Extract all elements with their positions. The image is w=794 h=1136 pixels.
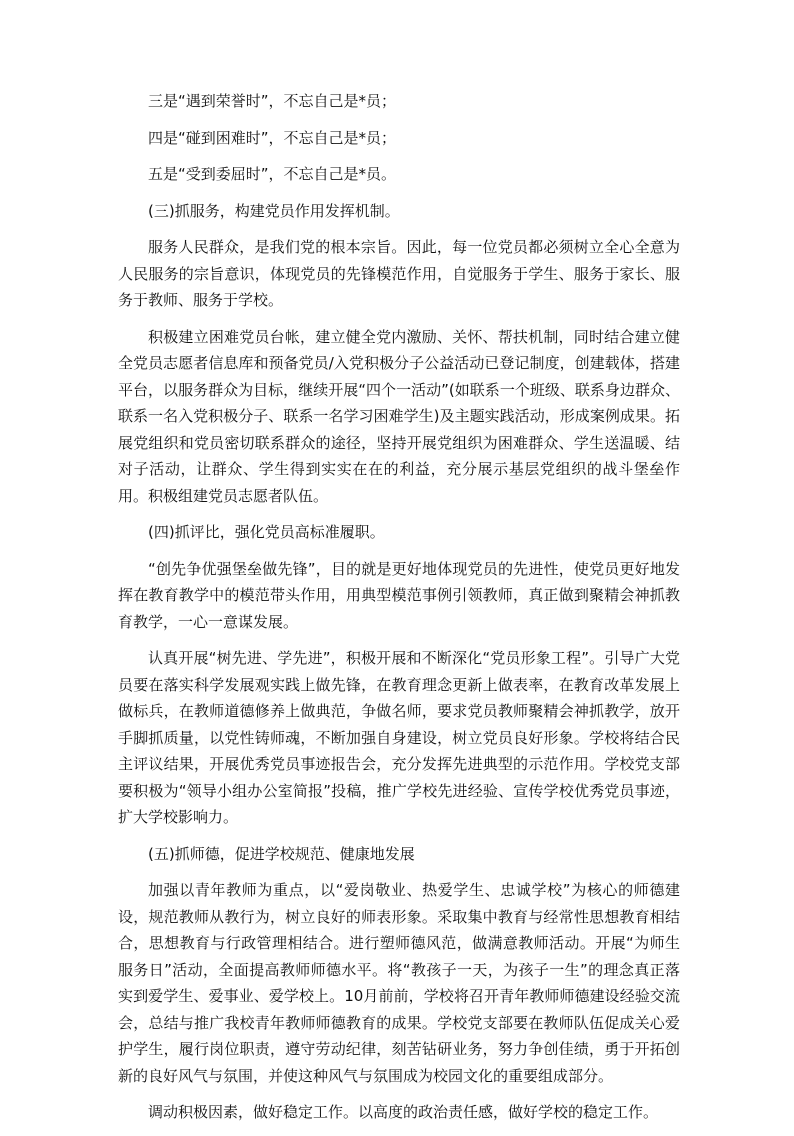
paragraph-teacher-ethics: 加强以青年教师为重点，以“爱岗敬业、热爱学生、忠诚学校”为核心的师德建设，规范教师从教行为，树立良好的师表形象。采取集中教育与经常性思想教育相结合，思想教育与行政管理相结合。进行塑师德风范，做满意教师活动。开展“为师生服务日”活动，全面提高教师师德水平。将“教孩子一天，为孩子一生”的理念真正落实到爱学生、爱事业、爱学校上。10月前前，学校将召开青年教师师德建设经验交流会，总结与推广我校青年教师师德教育的成果。学校党支部要在教师队伍促成关心爱护学生，履行岗位职责，遵守劳动纪律，刻苦钻研业务，努力争创佳绩，勇于开拓创新的良好风气与氛围，并使这种风气与氛围成为校园文化的重要组成部分。 [118,881,680,1085]
paragraph-honor: 三是“遇到荣誉时”，不忘自己是*员； [148,92,397,110]
document-page [118,88,680,1136]
paragraph-difficulty: 四是“碰到困难时”，不忘自己是*员； [148,128,397,147]
paragraph-serve-people: 服务人民群众，是我们党的根本宗旨。因此，每一位党员都必须树立全心全意为人民服务的宗旨意识，体现党员的先锋模范作用，自觉服务于学生、服务于家长、服务于教师、服务于学校。 [118,238,680,309]
paragraph-stability: 调动积极因素，做好稳定工作。以高度的政治责任感，做好学校的稳定工作。 [148,1103,659,1121]
paragraph-vanguard: “创先争优强堡垒做先锋”，目的就是更好地体现党员的先进性，使党员更好地发挥在教育教学中的模范带头作用，用典型模范事例引领教师，真正做到聚精会神抓教育教学，一心一意谋发展。 [118,559,680,631]
section-heading-ethics: (五)抓师德，促进学校规范、健康地发展 [148,844,415,863]
paragraph-support-mechanism: 积极建立困难党员台帐，建立健全党内激励、关怀、帮扶机制，同时结合建立健全党员志愿者信息库和预备党员/入党积极分子公益活动已登记制度，创建载体，搭建平台，以服务群众为目标，继续开展“四个一活动”(如联系一个班级、联系身边群众、联系一名入党积极分子、联系一名学习困难学生)及主题实践活动，形成案例成果。拓展党组织和党员密切联系群众的途径，坚持开展党组织为困难群众、学生送温暖、结对子活动，让群众、学生得到实实在在的利益，充分展示基层党组织的战斗堡垒作用。积极组建党员志愿者队伍。 [118,327,680,505]
paragraph-image-project: 认真开展“树先进、学先进”，积极开展和不断深化“党员形象工程”。引导广大党员要在落实科学发展观实践上做先锋，在教育理念更新上做表率，在教育改革发展上做标兵，在教师道德修养上做典范，争做名师，要求党员教师聚精会神抓教学，放开手脚抓质量，以党性铸师魂，不断加强自身建设，树立党员良好形象。学校将结合民主评议结果，开展优秀党员事迹报告会，充分发挥先进典型的示范作用。学校党支部要积极为“领导小组办公室简报”投稿，推广学校先进经验、宣传学校优秀党员事迹，扩大学校影响力。 [118,649,680,826]
paragraph-grievance: 五是“受到委屈时”，不忘自己是*员。 [148,165,397,183]
section-heading-evaluation: (四)抓评比，强化党员高标准履职。 [148,523,385,541]
section-heading-service: (三)抓服务，构建党员作用发挥机制。 [148,201,400,220]
